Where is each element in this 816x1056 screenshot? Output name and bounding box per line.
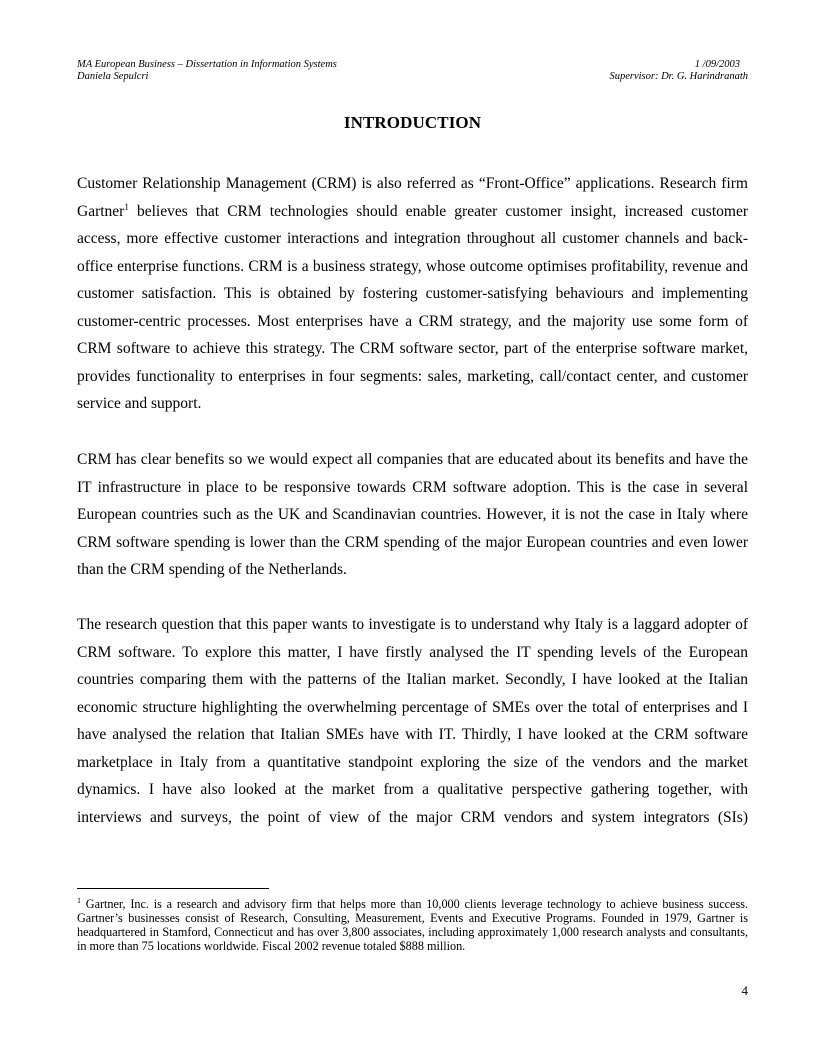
section-title: INTRODUCTION: [343, 113, 482, 132]
page-header-line-1: [77, 59, 748, 71]
footnote-text: Gartner, Inc. is a research and advisory firm that helps more than 10,000 clients leverage technology to achieve business success. Gartner’s businesses consist of Research, Consulting, Measurement, Events and Executive Programs. Founded in 1979, Gartner is headquartered in Stamford, Connecticut and has over 3,800 associates, including approximately 1,000 research analysts and consultants, in more than 75 locations worldwide. Fiscal 2002 revenue totaled $888 million.: [77, 897, 748, 953]
intro-paragraph-2: CRM has clear benefits so we would expect all companies that are educated about its benefits and have the IT infrastructure in place to be responsive towards CRM software adoption. This is the case in several European countries such as the UK and Scandinavian countries. However, it is not the case in Italy where CRM software spending is lower than the CRM spending of the major European countries and even lower than the CRM spending of the Netherlands.: [77, 451, 748, 578]
footnote-marker: 1: [77, 895, 81, 905]
header-author: Daniela Sepulcri: [77, 71, 149, 82]
paragraph-1-text-b: believes that CRM technologies should enable greater customer insight, increased customer access, more effective customer interactions and integration throughout all customer channels and back-office enterprise functions. CRM is a business strategy, whose outcome optimises profitability, revenue and customer satisfaction. This is obtained by fostering customer-satisfying behaviours and implementing customer-centric processes. Most enterprises have a CRM strategy, and the majority use some form of CRM software to achieve this strategy. The CRM software sector, part of the enterprise software market, provides functionality to enterprises in four segments: sales, marketing, call/contact center, and customer service and support.: [77, 202, 748, 412]
footnote-divider: [77, 888, 269, 889]
page-number: 4: [741, 983, 748, 998]
intro-paragraph-1: [77, 170, 748, 418]
intro-paragraph-3: The research question that this paper wants to investigate is to understand why Italy is a laggard adopter of CRM software. To explore this matter, I have firstly analysed the IT spending levels of the European countries comparing them with the patterns of the Italian market. Secondly, I have looked at the Italian economic structure highlighting the overwhelming percentage of SMEs over the total of enterprises and I have analysed the relation that Italian SMEs have with IT. Thirdly, I have looked at the CRM software marketplace in Italy from a quantitative standpoint exploring the size of the vendors and the market dynamics. I have also looked at the market from a qualitative perspective gathering together, with interviews and surveys, the point of view of the major CRM vendors and system integrators (SIs): [77, 616, 748, 826]
paragraph-1-text-a: Customer Relationship Management (CRM) is also referred as “Front-Office” applications. Research firm Gartner: [77, 175, 748, 220]
header-program: MA European Business – Dissertation in Information Systems: [77, 59, 337, 70]
footnote-reference: 1: [124, 201, 129, 212]
header-supervisor: Supervisor: Dr. G. Harindranath: [609, 71, 748, 82]
header-date: 1 /09/2003: [694, 59, 740, 70]
page-header-line-2: [77, 71, 748, 83]
footnote: [77, 897, 748, 953]
